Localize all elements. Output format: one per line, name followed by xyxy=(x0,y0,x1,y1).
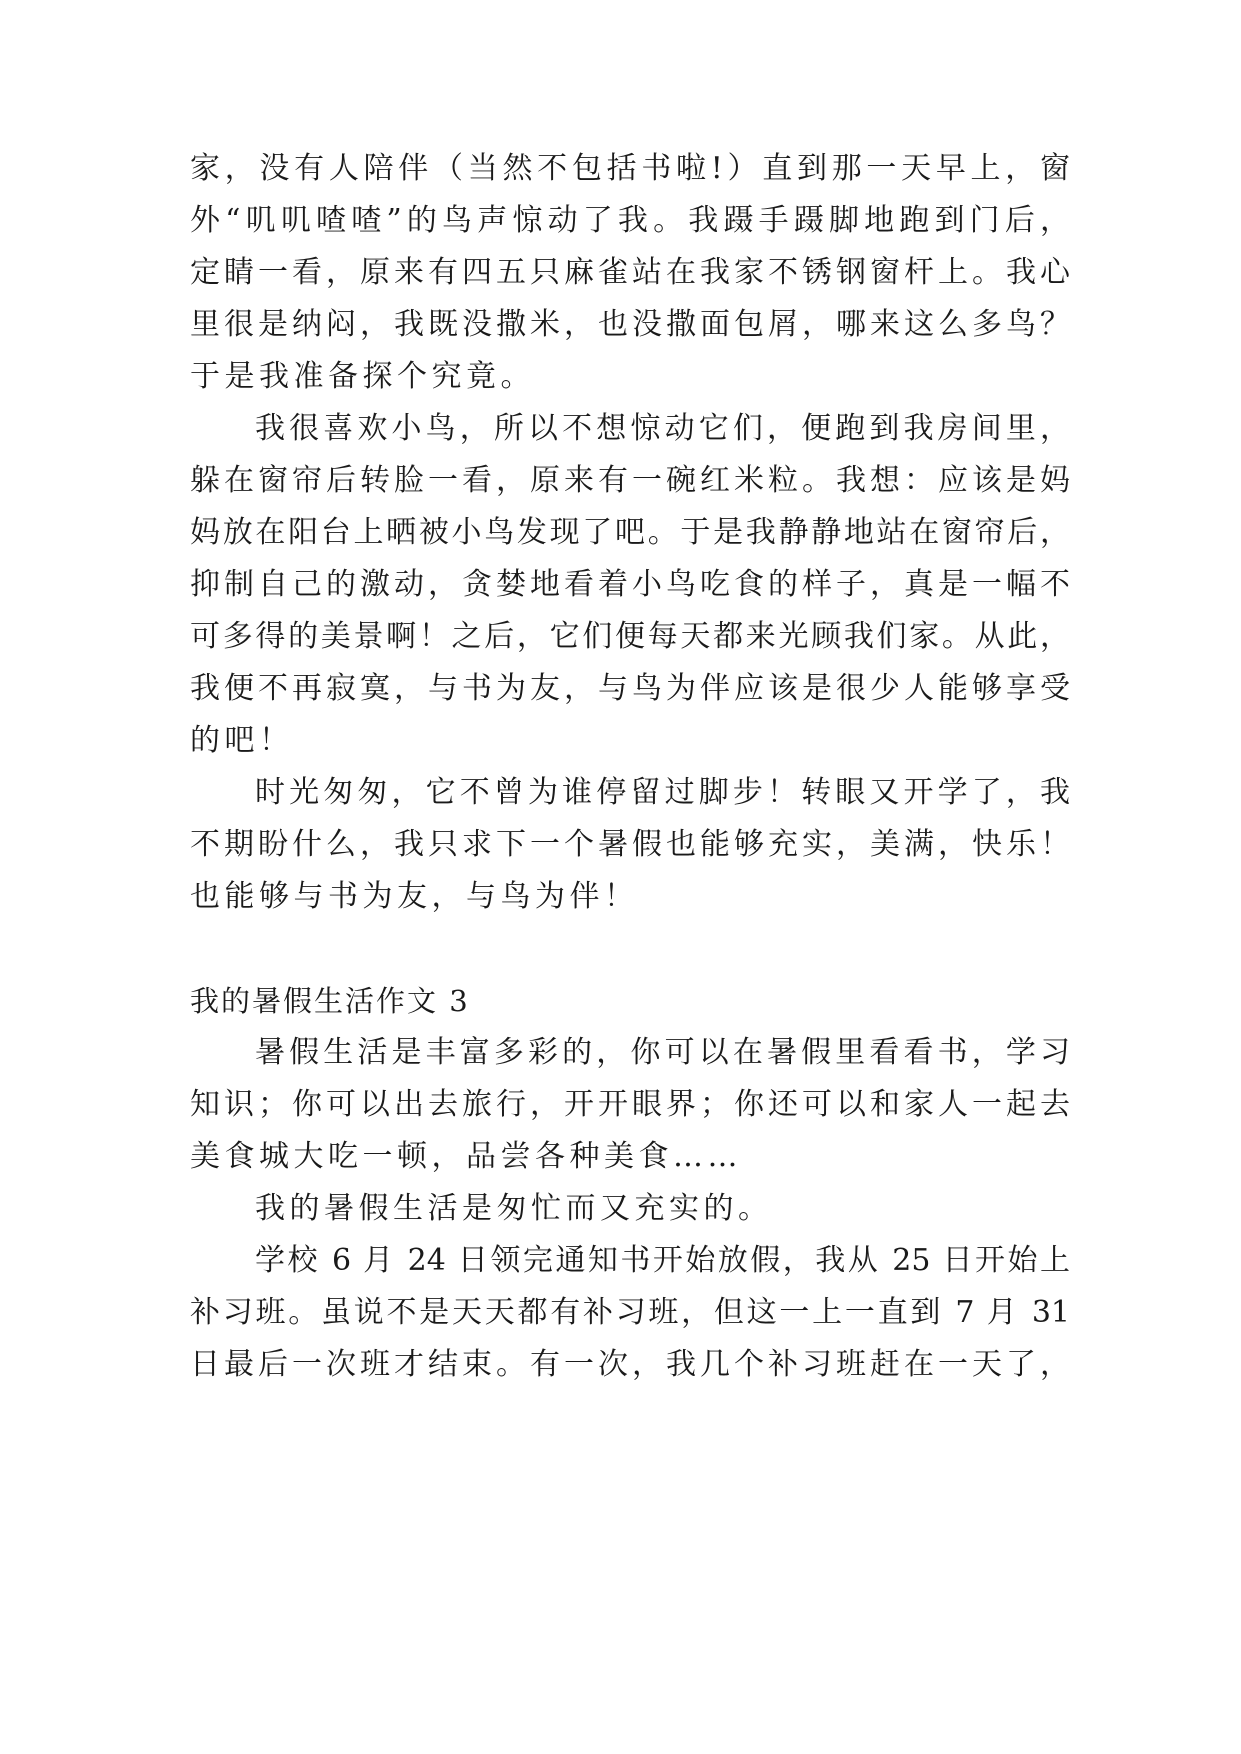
paragraph-2-line-4: 抑制自己的激动，贪婪地看着小鸟吃食的样子，真是一幅不 xyxy=(190,567,1070,602)
paragraph-1-line-3: 定睛一看，原来有四五只麻雀站在我家不锈钢窗杆上。我心 xyxy=(190,255,1070,290)
paragraph-4-line-1: 暑假生活是丰富多彩的，你可以在暑假里看看书，学习 xyxy=(255,1035,1070,1070)
paragraph-2-line-1: 我很喜欢小鸟，所以不想惊动它们，便跑到我房间里， xyxy=(255,411,1070,446)
paragraph-4-line-3: 美食城大吃一顿，品尝各种美食…… xyxy=(190,1139,742,1174)
paragraph-6-line-1: 学校 6 月 24 日领完通知书开始放假，我从 25 日开始上 xyxy=(255,1243,1070,1278)
paragraph-3-line-3: 也能够与书为友，与鸟为伴！ xyxy=(190,879,639,914)
paragraph-4-line-2: 知识；你可以出去旅行，开开眼界；你还可以和家人一起去 xyxy=(190,1087,1070,1122)
paragraph-1-line-1: 家，没有人陪伴（当然不包括书啦!）直到那一天早上，窗 xyxy=(190,151,1070,186)
paragraph-2-line-7: 的吧！ xyxy=(190,723,294,758)
paragraph-6-line-3: 日最后一次班才结束。有一次，我几个补习班赶在一天了， xyxy=(190,1347,1070,1382)
paragraph-2-line-5: 可多得的美景啊！之后，它们便每天都来光顾我们家。从此， xyxy=(190,619,1070,654)
paragraph-6-line-2: 补习班。虽说不是天天都有补习班，但这一上一直到 7 月 31 xyxy=(190,1295,1070,1330)
paragraph-1-line-2: 外“叽叽喳喳”的鸟声惊动了我。我蹑手蹑脚地跑到门后， xyxy=(190,203,1070,238)
paragraph-2-line-2: 躲在窗帘后转脸一看，原来有一碗红米粒。我想：应该是妈 xyxy=(190,463,1070,498)
section-heading: 我的暑假生活作文 3 xyxy=(190,984,470,1018)
paragraph-1-line-5: 于是我准备探个究竟。 xyxy=(190,359,535,394)
paragraph-3-line-1: 时光匆匆，它不曾为谁停留过脚步！转眼又开学了，我 xyxy=(255,775,1070,810)
paragraph-3-line-2: 不期盼什么，我只求下一个暑假也能够充实，美满，快乐！ xyxy=(190,827,1070,862)
paragraph-2-line-3: 妈放在阳台上晒被小鸟发现了吧。于是我静静地站在窗帘后， xyxy=(190,515,1070,550)
paragraph-1-line-4: 里很是纳闷，我既没撒米，也没撒面包屑，哪来这么多鸟？ xyxy=(190,307,1070,342)
paragraph-5-line-1: 我的暑假生活是匆忙而又充实的。 xyxy=(255,1191,773,1226)
paragraph-2-line-6: 我便不再寂寞，与书为友，与鸟为伴应该是很少人能够享受 xyxy=(190,671,1070,706)
